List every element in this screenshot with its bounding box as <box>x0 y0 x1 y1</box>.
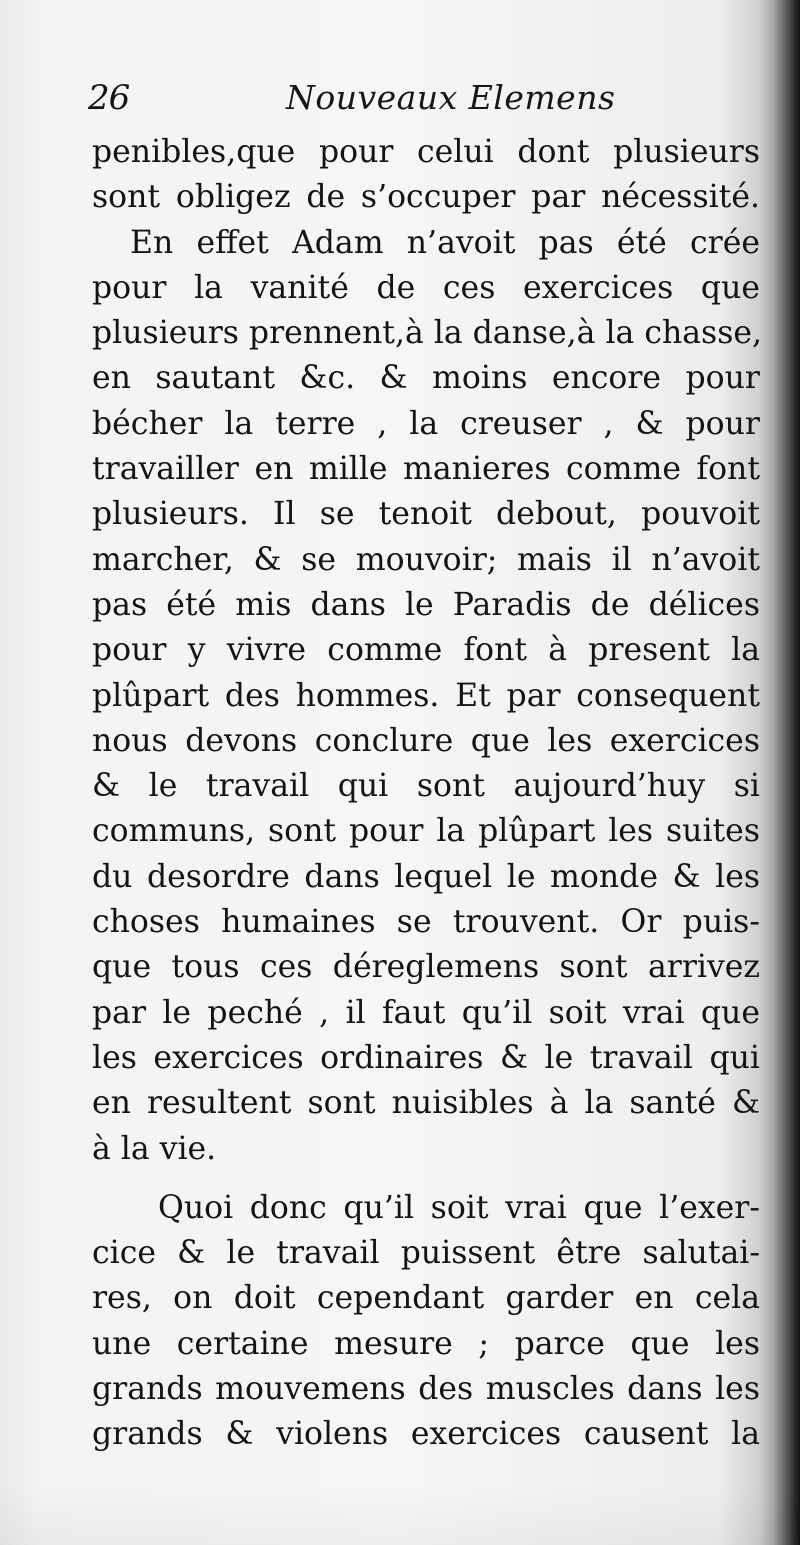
text-line: du desordre dans lequel le monde & les <box>92 858 760 895</box>
text-line: pour y vivre comme font à present la <box>92 632 760 669</box>
text-line: travailler en mille manieres comme font <box>92 451 760 488</box>
text-line: une certaine mesure ; parce que les <box>92 1325 760 1362</box>
text-line: en resultent sont nuisibles à la santé & <box>92 1085 760 1122</box>
text-line: grands & violens exercices causent la <box>92 1416 760 1453</box>
page-bottom-shade <box>0 1485 800 1545</box>
text-line: En effet Adam n’avoit pas été crée <box>130 224 760 261</box>
text-line: choses humaines se trouvent. Or puis- <box>92 904 760 941</box>
text-line: nous devons conclure que les exercices <box>92 722 760 759</box>
text-line: plusieurs prennent,à la danse,à la chasse, <box>92 315 763 352</box>
text-line: pour la vanité de ces exercices que <box>92 269 760 306</box>
text-line: à la vie. <box>92 1130 217 1167</box>
text-line: que tous ces déreglemens sont arrivez <box>92 949 760 986</box>
text-line: marcher, & se mouvoir; mais il n’avoit <box>92 541 760 578</box>
page-gutter-shadow <box>774 0 800 1545</box>
text-line: sont obligez de s’occuper par nécessité. <box>92 179 760 216</box>
text-line: grands mouvemens des muscles dans les <box>92 1371 760 1408</box>
text-line: les exercices ordinaires & le travail qui <box>92 1039 760 1076</box>
running-title: Nouveaux Elemens <box>286 78 616 117</box>
text-line: plûpart des hommes. Et par consequent <box>92 677 760 714</box>
text-line: plusieurs. Il se tenoit debout, pouvoit <box>92 496 760 533</box>
text-line: cice & le travail puissent être salutai- <box>92 1235 760 1272</box>
page-number: 26 <box>88 78 130 118</box>
text-line: pas été mis dans le Paradis de délices <box>92 586 760 623</box>
page-header <box>88 78 768 138</box>
text-line: res, on doit cependant garder en cela <box>92 1280 760 1317</box>
text-line: par le peché , il faut qu’il soit vrai que <box>92 994 760 1031</box>
text-line: en sautant &c. & moins encore pour <box>92 360 760 397</box>
text-line: Quoi donc qu’il soit vrai que l’exer- <box>158 1189 760 1226</box>
text-line: penibles,que pour celui dont plusieurs <box>92 134 760 170</box>
text-line: bécher la terre , la creuser , & pour <box>92 405 760 442</box>
text-line: communs, sont pour la plûpart les suites <box>92 813 760 850</box>
body-text <box>92 130 763 1458</box>
text-line: & le travail qui sont aujourd’huy si <box>92 768 760 805</box>
